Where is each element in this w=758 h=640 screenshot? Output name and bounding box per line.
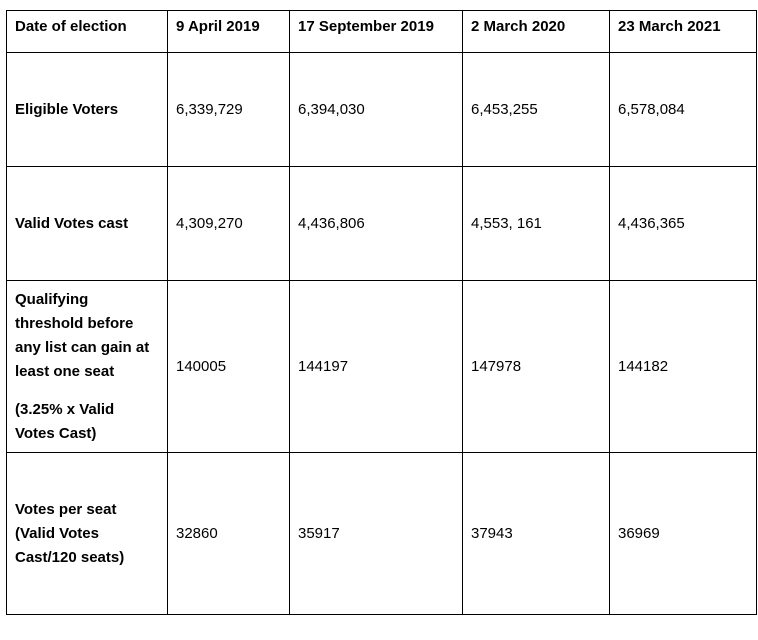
table-cell: 6,339,729 [168, 53, 290, 167]
row-label-line: any list can gain at [15, 338, 150, 356]
table-cell: 6,394,030 [290, 53, 463, 167]
table-cell: 6,453,255 [463, 53, 610, 167]
header-row [7, 11, 757, 53]
row-label-valid-votes: Valid Votes cast [7, 167, 168, 281]
header-date-2: 17 September 2019 [290, 11, 463, 53]
table-cell: 4,436,365 [610, 167, 757, 281]
row-label-eligible-voters: Eligible Voters [7, 53, 168, 167]
table-cell: 35917 [290, 453, 463, 615]
election-table [6, 10, 757, 615]
table-cell: 140005 [168, 281, 290, 453]
row-label-line: threshold before [15, 314, 134, 332]
table-cell: 4,309,270 [168, 167, 290, 281]
table-row-eligible-voters [7, 53, 757, 167]
table-cell: 6,578,084 [610, 53, 757, 167]
header-date-4: 23 March 2021 [610, 11, 757, 53]
row-label-note: (3.25% x Valid [15, 400, 115, 418]
row-label-line: Votes per seat [15, 500, 117, 518]
row-label-note: Votes Cast) [15, 424, 97, 442]
row-label-line: (Valid Votes [15, 524, 99, 542]
table-cell: 37943 [463, 453, 610, 615]
row-label-qualifying-threshold [7, 281, 168, 453]
table-row-qualifying-threshold [7, 281, 757, 453]
table-cell: 147978 [463, 281, 610, 453]
table-row-votes-per-seat [7, 453, 757, 615]
table-cell: 32860 [168, 453, 290, 615]
table-cell: 4,553, 161 [463, 167, 610, 281]
table-row-valid-votes [7, 167, 757, 281]
table-cell: 36969 [610, 453, 757, 615]
table-cell: 144182 [610, 281, 757, 453]
row-label-votes-per-seat [7, 453, 168, 615]
row-label-line: least one seat [15, 362, 115, 380]
row-label-line: Cast/120 seats) [15, 548, 125, 566]
table-cell: 4,436,806 [290, 167, 463, 281]
header-date-3: 2 March 2020 [463, 11, 610, 53]
row-label-line: Qualifying [15, 290, 89, 308]
header-label: Date of election [7, 11, 168, 53]
table-cell: 144197 [290, 281, 463, 453]
header-date-1: 9 April 2019 [168, 11, 290, 53]
